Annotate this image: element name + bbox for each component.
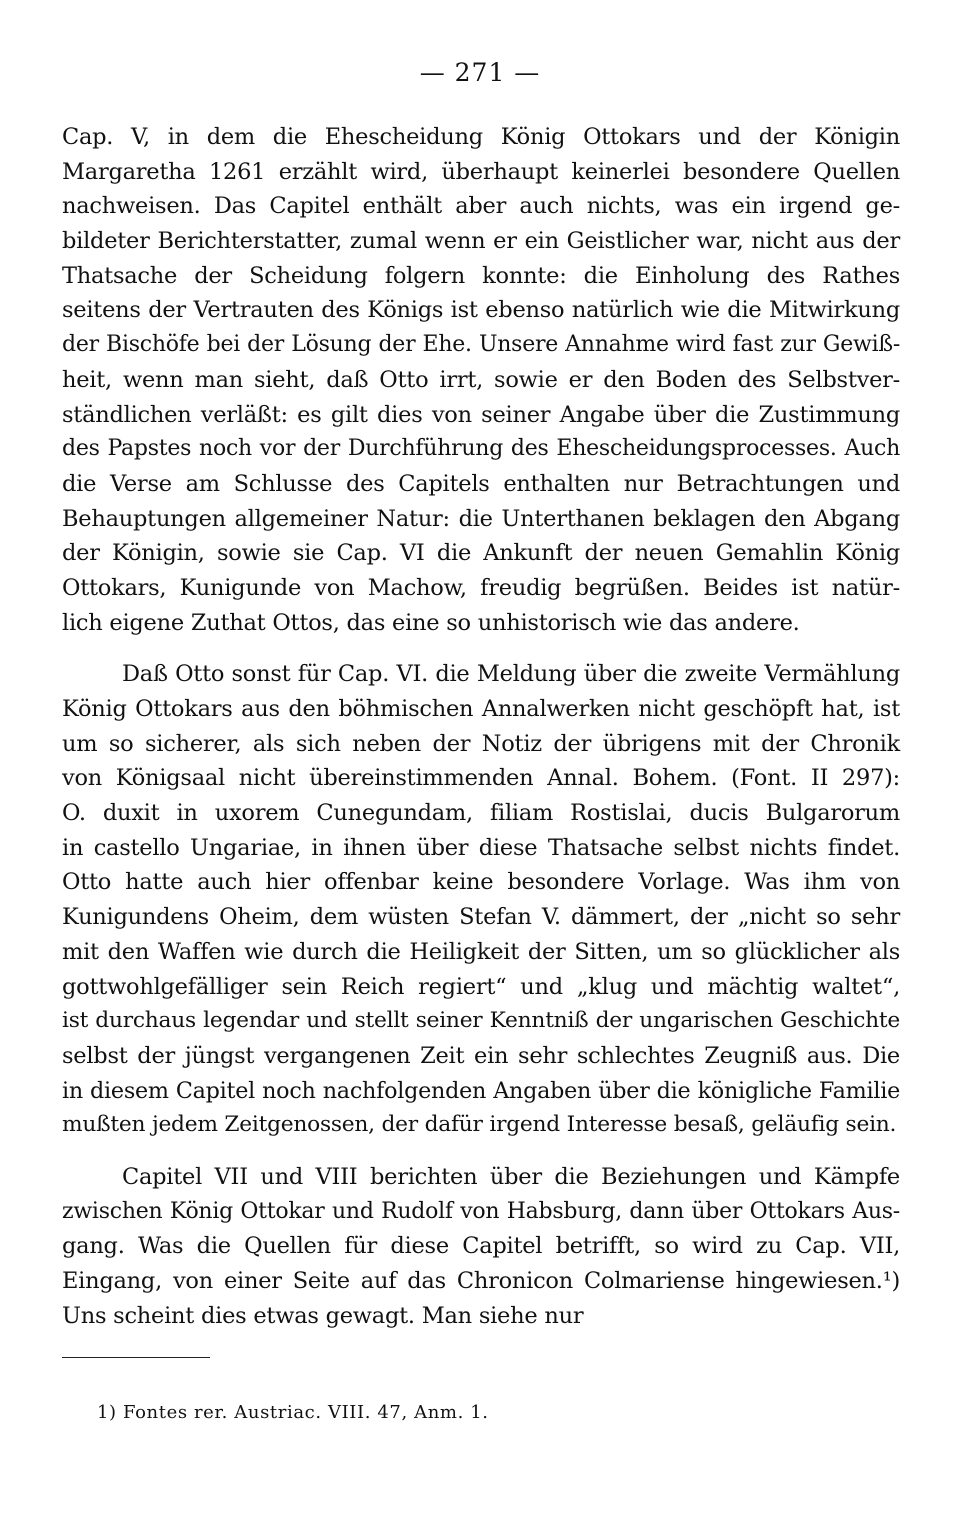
text-line: gottwohlgefälliger sein Reich regiert“ und „klug und mächtig waltet“,	[62, 973, 900, 1000]
text-line: in diesem Capitel noch nachfolgenden Angaben über die königliche Familie	[62, 1077, 900, 1104]
text-line: Thatsache der Scheidung folgern konnte: die Einholung des Rathes	[62, 262, 900, 289]
text-line: die Verse am Schlusse des Capitels enthalten nur Betrachtungen und	[62, 470, 900, 497]
paragraph-3	[62, 1160, 900, 1333]
paragraph-gap	[62, 640, 900, 657]
text-line: lich eigene Zuthat Ottos, das eine so unhistorisch wie das andere.	[62, 609, 800, 636]
text-line: mußten jedem Zeitgenossen, der dafür irgend Interesse besaß, geläufig sein.	[62, 1112, 897, 1138]
text-line: Eingang, von einer Seite auf das Chronicon Colmariense hingewiesen.¹)	[62, 1268, 900, 1294]
paragraph-gap	[62, 1143, 900, 1160]
text-line: Margaretha 1261 erzählt wird, überhaupt keinerlei besondere Quellen	[62, 158, 900, 185]
text-line: Ottokars, Kunigunde von Machow, freudig begrüßen. Beides ist natür-	[62, 574, 900, 601]
text-line: selbst der jüngst vergangenen Zeit ein sehr schlechtes Zeugniß aus. Die	[62, 1042, 900, 1069]
text-line: um so sicherer, als sich neben der Notiz der übrigens mit der Chronik	[62, 730, 900, 757]
page-number: — 271 —	[419, 58, 541, 87]
text-line: der Bischöfe bei der Lösung der Ehe. Unsere Annahme wird fast zur Gewiß-	[62, 332, 900, 358]
text-line: gang. Was die Quellen für diese Capitel betrifft, so wird zu Cap. VII,	[62, 1233, 900, 1260]
text-line: König Ottokars aus den böhmischen Annalwerken nicht geschöpft hat, ist	[62, 696, 900, 722]
text-line: zwischen König Ottokar und Rudolf von Habsburg, dann über Ottokars Aus-	[62, 1198, 900, 1224]
text-line: mit den Waffen wie durch die Heiligkeit der Sitten, um so glücklicher als	[62, 938, 900, 965]
text-line: Cap. V, in dem die Ehescheidung König Ottokars und der Königin	[62, 124, 900, 150]
text-line: von Königsaal nicht übereinstimmenden Annal. Bohem. (Font. II 297):	[62, 765, 900, 792]
text-line: Daß Otto sonst für Cap. VI. die Meldung über die zweite Vermählung	[122, 661, 900, 688]
paragraph-2	[62, 657, 900, 1143]
paragraph-1	[62, 120, 900, 640]
text-line: bildeter Berichterstatter, zumal wenn er ein Geistlicher war, nicht aus der	[62, 228, 900, 255]
text-line: O. duxit in uxorem Cunegundam, filiam Rostislai, ducis Bulgarorum	[62, 800, 900, 827]
text-line: Capitel VII und VIII berichten über die Beziehungen und Kämpfe	[122, 1163, 900, 1190]
text-line: Otto hatte auch hier offenbar keine besondere Vorlage. Was ihm von	[62, 869, 900, 896]
text-line: Behauptungen allgemeiner Natur: die Unterthanen beklagen den Abgang	[62, 505, 900, 532]
text-line: nachweisen. Das Capitel enthält aber auch nichts, was ein irgend ge-	[62, 193, 900, 220]
text-line: heit, wenn man sieht, daß Otto irrt, sowie er den Boden des Selbstver-	[62, 366, 900, 393]
body-text	[62, 120, 900, 1333]
text-line: des Papstes noch vor der Durchführung des Ehescheidungsprocesses. Auch	[62, 436, 900, 462]
text-line: seitens der Vertrauten des Königs ist ebenso natürlich wie die Mitwirkung	[62, 297, 900, 324]
text-line: ist durchaus legendar und stellt seiner Kenntniß der ungarischen Geschichte	[62, 1008, 900, 1034]
text-line: der Königin, sowie sie Cap. VI die Ankunft der neuen Gemahlin König	[62, 540, 900, 567]
text-line: Uns scheint dies etwas gewagt. Man siehe nur	[62, 1302, 584, 1329]
footnote-divider	[62, 1357, 210, 1358]
text-line: Kunigundens Oheim, dem wüsten Stefan V. dämmert, der „nicht so sehr	[62, 904, 900, 931]
footnote: 1) Fontes rer. Austriac. VIII. 47, Anm. 1.	[97, 1402, 489, 1423]
text-line: ständlichen verläßt: es gilt dies von seiner Angabe über die Zustimmung	[62, 401, 900, 428]
text-line: in castello Ungariae, in ihnen über diese Thatsache selbst nichts findet.	[62, 834, 900, 861]
